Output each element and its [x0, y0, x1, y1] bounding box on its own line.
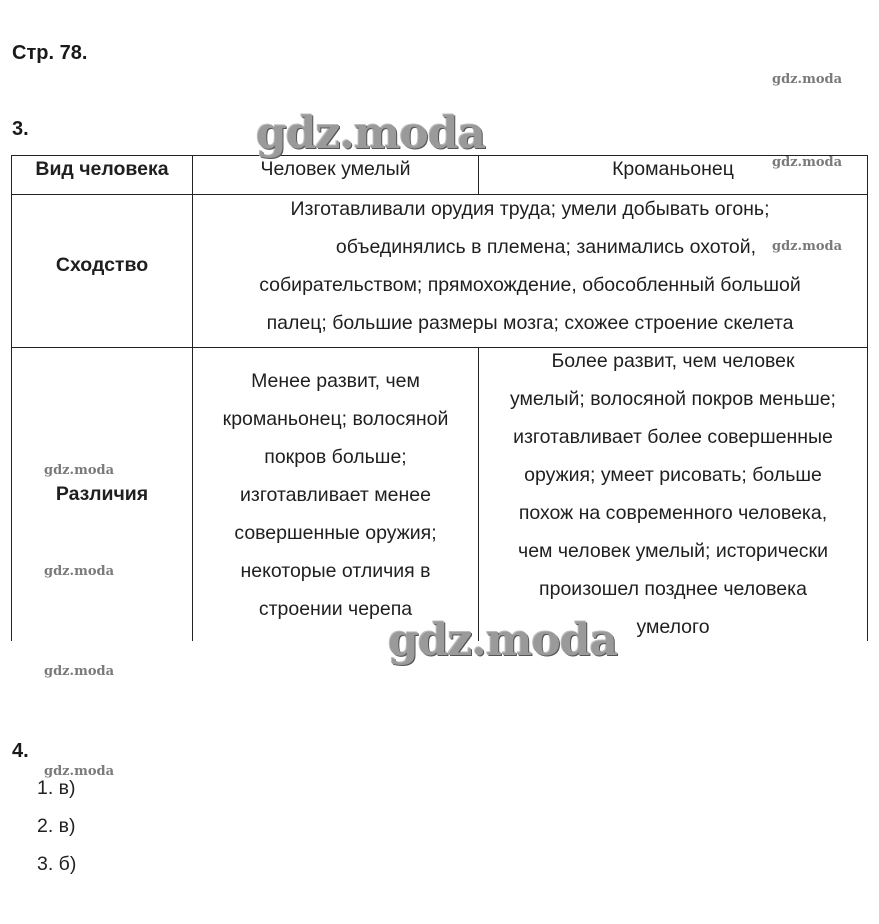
watermark-small: gdz.moda [44, 463, 115, 478]
diff-habilis-line: изготавливает менее [240, 484, 431, 506]
similarity-line: Изготавливали орудия труда; умели добывать огонь; [290, 198, 770, 220]
similarity-text [193, 190, 867, 342]
header-species: Вид человека [35, 158, 169, 180]
table-border-left [11, 155, 12, 641]
watermark-big: gdz.moda [256, 108, 486, 159]
diff-habilis-line: совершенные оружия; [234, 522, 437, 544]
similarity-line: палец; большие размеры мозга; схожее строение скелета [266, 312, 794, 334]
diff-cromagnon-line: чем человек умелый; исторически [518, 540, 828, 562]
watermark-small: gdz.moda [44, 764, 115, 779]
diff-cromagnon-line: умелый; волосяной покров меньше; [510, 388, 836, 410]
header-homo-habilis: Человек умелый [260, 158, 411, 180]
diff-cromagnon-line: изготавливает более совершенные [513, 426, 833, 448]
watermark-small: gdz.moda [772, 72, 843, 87]
similarity-line: объединялись в племена; занимались охотой, [335, 236, 757, 258]
diff-habilis-line: строении черепа [258, 598, 413, 620]
page-title: Стр. 78. [12, 42, 88, 64]
diff-cromagnon-line: Более развит, чем человек [551, 350, 795, 372]
diff-habilis-line: Менее развит, чем [251, 370, 420, 392]
answer-1: 1. в) [37, 777, 76, 799]
task-3-number: 3. [12, 118, 29, 140]
diff-habilis-line: некоторые отличия в [240, 560, 431, 582]
watermark-small: gdz.moda [44, 664, 115, 679]
diff-cromagnon-line: похож на современного человека, [518, 502, 828, 524]
diff-habilis-line: кроманьонец; волосяной [222, 408, 449, 430]
watermark-small: gdz.moda [44, 564, 115, 579]
diff-cromagnon-line: оружия; умеет рисовать; больше [524, 464, 822, 486]
differences-label: Различия [55, 483, 149, 505]
diff-cromagnon-line: умелого [636, 616, 710, 638]
diff-cromagnon-line: произошел позднее человека [539, 578, 807, 600]
similarity-label: Сходство [55, 254, 149, 276]
answer-2: 2. в) [37, 815, 76, 837]
differences-homo-habilis [193, 362, 478, 628]
task-4-number: 4. [12, 740, 29, 762]
header-cro-magnon: Кроманьонец [612, 158, 734, 180]
answer-3: 3. б) [37, 853, 77, 875]
watermark-small: gdz.moda [772, 155, 843, 170]
watermark-small: gdz.moda [772, 239, 843, 254]
table-border-right [867, 155, 868, 641]
watermark-big: gdz.moda [388, 615, 618, 666]
diff-habilis-line: покров больше; [264, 446, 407, 468]
differences-cro-magnon [479, 342, 867, 646]
similarity-line: собирательством; прямохождение, обособленный большой [259, 274, 801, 296]
